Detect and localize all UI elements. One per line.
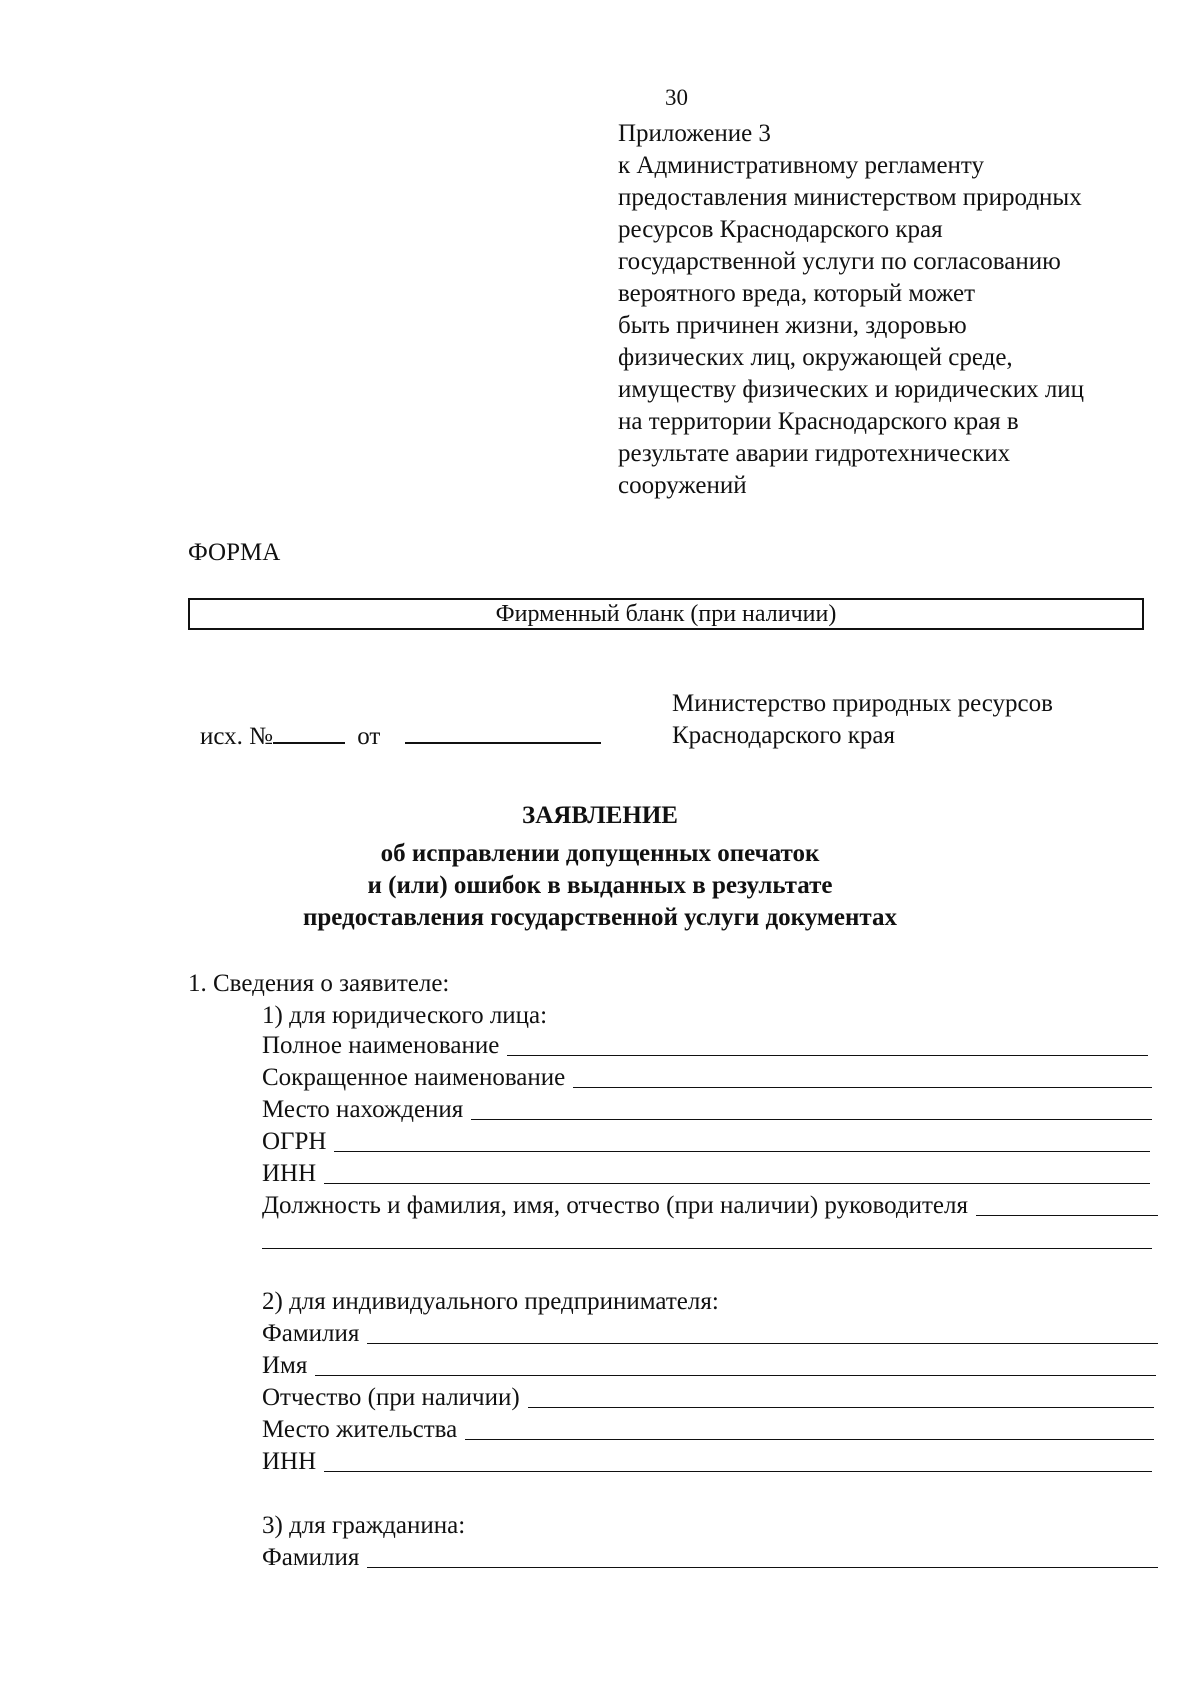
citizen-surname-field [262, 1542, 1158, 1574]
residence-blank[interactable] [465, 1439, 1154, 1440]
document-subtitle: об исправлении допущенных опечаток [380, 840, 820, 867]
document-subtitle: и (или) ошибок в выданных в результате [367, 872, 833, 899]
recipient-line: Министерство природных ресурсов [672, 690, 1053, 717]
ogrn-field [262, 1126, 1150, 1158]
appendix-line: ресурсов Краснодарского края [618, 216, 943, 243]
document-title: ЗАЯВЛЕНИЕ [522, 802, 678, 829]
appendix-line: государственной услуги по согласованию [618, 248, 1061, 275]
patronymic-blank[interactable] [528, 1407, 1154, 1408]
field-label: Место нахождения [262, 1096, 464, 1123]
page-number: 30 [665, 85, 688, 110]
section-heading: 1. Сведения о заявителе: [188, 970, 450, 997]
inn-blank[interactable] [324, 1183, 1150, 1184]
appendix-line: результате аварии гидротехнических [618, 440, 1011, 467]
legal-entity-heading: 1) для юридического лица: [262, 1002, 548, 1029]
location-blank[interactable] [471, 1119, 1152, 1120]
appendix-line: предоставления министерством природных [618, 184, 1082, 211]
citizen-surname-blank[interactable] [367, 1567, 1158, 1568]
outgoing-date-blank[interactable] [405, 720, 601, 744]
first-name-field [262, 1350, 1156, 1382]
surname-field [262, 1318, 1158, 1350]
appendix-header [618, 118, 1178, 502]
appendix-line: Приложение 3 [618, 120, 771, 147]
outgoing-number-label: исх. № [200, 723, 273, 750]
field-label: ИНН [262, 1160, 317, 1187]
patronymic-field [262, 1382, 1154, 1414]
ogrn-blank[interactable] [334, 1151, 1150, 1152]
entrepreneur-inn-blank[interactable] [324, 1471, 1152, 1472]
appendix-line: вероятного вреда, который может [618, 280, 976, 307]
appendix-line: имуществу физических и юридических лиц [618, 376, 1085, 403]
appendix-line: сооружений [618, 472, 747, 499]
short-name-field [262, 1062, 1152, 1094]
residence-field [262, 1414, 1154, 1446]
appendix-line: физических лиц, окружающей среде, [618, 344, 1013, 371]
entrepreneur-inn-field [262, 1446, 1152, 1478]
outgoing-date-label: от [357, 723, 381, 750]
director-blank[interactable] [976, 1215, 1158, 1216]
field-label: Полное наименование [262, 1032, 500, 1059]
field-label: Место жительства [262, 1416, 458, 1443]
field-label: Имя [262, 1352, 308, 1379]
form-label: ФОРМА [188, 539, 281, 566]
director-continuation-blank[interactable] [262, 1248, 1152, 1249]
letterhead-box: Фирменный бланк (при наличии) [188, 598, 1144, 630]
field-label: Должность и фамилия, имя, отчество (при наличии) руководителя [262, 1192, 968, 1219]
location-field [262, 1094, 1152, 1126]
field-label: Сокращенное наименование [262, 1064, 566, 1091]
field-label: Отчество (при наличии) [262, 1384, 520, 1411]
citizen-heading: 3) для гражданина: [262, 1512, 466, 1539]
entrepreneur-heading: 2) для индивидуального предпринимателя: [262, 1288, 719, 1315]
field-label: ОГРН [262, 1128, 327, 1155]
appendix-line: к Административному регламенту [618, 152, 985, 179]
field-label: Фамилия [262, 1544, 360, 1571]
first-name-blank[interactable] [315, 1375, 1156, 1376]
field-label: ИНН [262, 1448, 317, 1475]
recipient [672, 688, 1053, 752]
director-field [262, 1190, 1158, 1222]
appendix-line: быть причинен жизни, здоровью [618, 312, 967, 339]
full-name-field [262, 1030, 1148, 1062]
short-name-blank[interactable] [573, 1087, 1152, 1088]
full-name-blank[interactable] [507, 1055, 1148, 1056]
inn-field [262, 1158, 1150, 1190]
outgoing-number-blank[interactable] [273, 720, 345, 744]
appendix-line: на территории Краснодарского края в [618, 408, 1019, 435]
field-label: Фамилия [262, 1320, 360, 1347]
outgoing-number-row [200, 720, 601, 753]
surname-blank[interactable] [367, 1343, 1158, 1344]
document-subtitle: предоставления государственной услуги документах [302, 904, 898, 931]
recipient-line: Краснодарского края [672, 722, 895, 749]
